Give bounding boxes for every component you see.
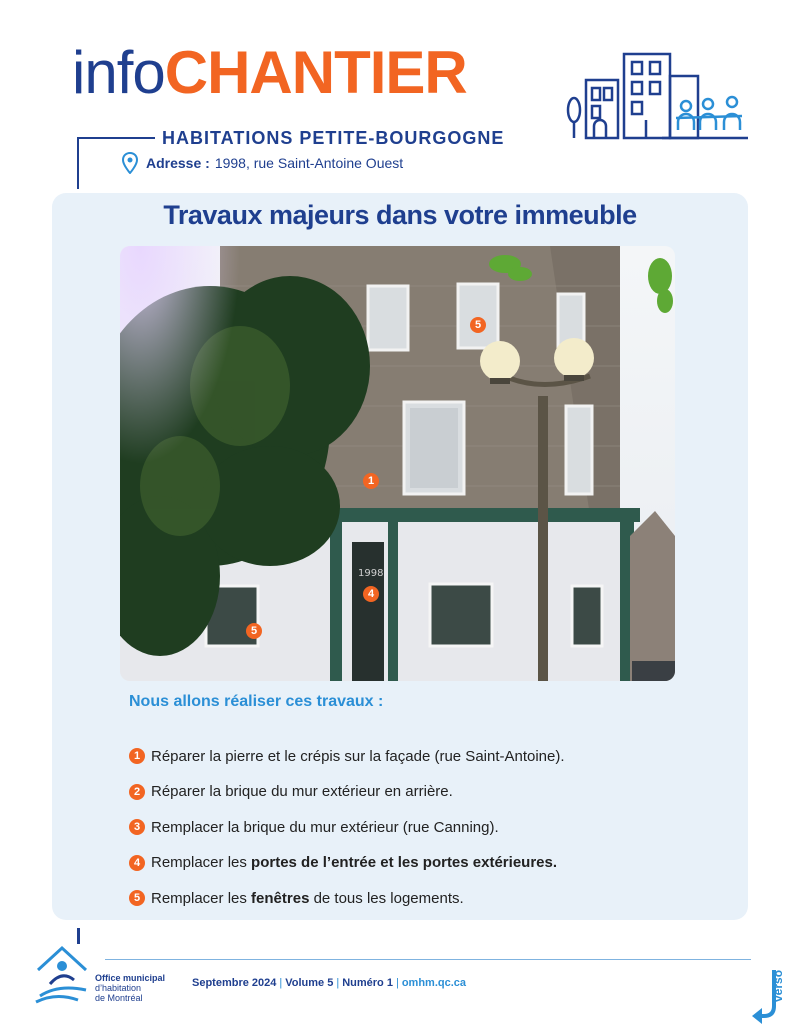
photo-marker-4: 4 (363, 586, 379, 602)
item-text-end: de tous les logements. (309, 889, 464, 907)
photo-marker-5: 5 (470, 317, 486, 333)
org-name (95, 973, 165, 1003)
footer-divider (105, 959, 751, 960)
omhm-logo-icon (34, 944, 92, 1004)
photo-marker-1: 1 (363, 473, 379, 489)
building-photo (120, 246, 675, 681)
verso-label[interactable]: verso (771, 969, 785, 1002)
item-text: Remplacer la brique du mur extérieur (rue Canning). (151, 818, 499, 836)
item-number: 4 (129, 855, 145, 871)
item-text-bold: portes de l’entrée et les portes extérieures. (251, 854, 558, 871)
item-number: 5 (129, 890, 145, 906)
separator: | (336, 977, 340, 989)
building-illustration (120, 246, 675, 681)
item-text: Remplacer les (151, 889, 252, 907)
org-line-3: de Montréal (95, 993, 143, 1003)
item-text: Réparer la brique du mur extérieur en arrière. (151, 783, 453, 800)
separator: | (395, 977, 399, 989)
page-title: Travaux majeurs dans votre immeuble (163, 200, 637, 230)
issue-date: Septembre 2024 (192, 977, 277, 989)
works-heading: Nous allons réaliser ces travaux : (129, 693, 384, 710)
issue-volume: Volume 5 (285, 977, 334, 989)
separator: | (279, 977, 283, 989)
list-item (129, 817, 565, 837)
org-line-2: d’habitation (95, 983, 142, 993)
item-text-bold: fenêtres (251, 889, 310, 907)
item-text: Remplacer les (151, 854, 252, 871)
item-number: 3 (129, 819, 145, 835)
item-number: 2 (129, 784, 145, 800)
svg-text:1998: 1998 (358, 568, 384, 579)
issue-number: Numéro 1 (342, 977, 393, 989)
address-label: Adresse : (146, 155, 210, 171)
works-list (129, 746, 565, 924)
list-item (129, 853, 565, 873)
brand-title (72, 38, 467, 108)
header-bracket-left (77, 137, 79, 189)
brand-chantier: CHANTIER (164, 39, 467, 106)
buildings-illustration-icon (562, 50, 752, 142)
org-line-1: Office municipal (95, 973, 166, 983)
website-link[interactable]: omhm.qc.ca (401, 977, 466, 989)
list-item (129, 888, 565, 908)
list-item (129, 782, 565, 802)
item-text: Réparer la pierre et le crépis sur la façade (rue Saint-Antoine). (151, 747, 565, 765)
header-bracket (77, 137, 155, 139)
issue-info (192, 977, 466, 989)
list-item (129, 746, 565, 766)
project-subtitle: HABITATIONS PETITE-BOURGOGNE (162, 128, 505, 148)
footer-tick (77, 928, 80, 944)
item-number: 1 (129, 748, 145, 764)
location-pin-icon (122, 152, 138, 174)
photo-marker-5b: 5 (246, 623, 262, 639)
address-value: 1998, rue Saint-Antoine Ouest (214, 155, 404, 171)
address-line (122, 152, 403, 174)
brand-info: info (72, 39, 165, 106)
